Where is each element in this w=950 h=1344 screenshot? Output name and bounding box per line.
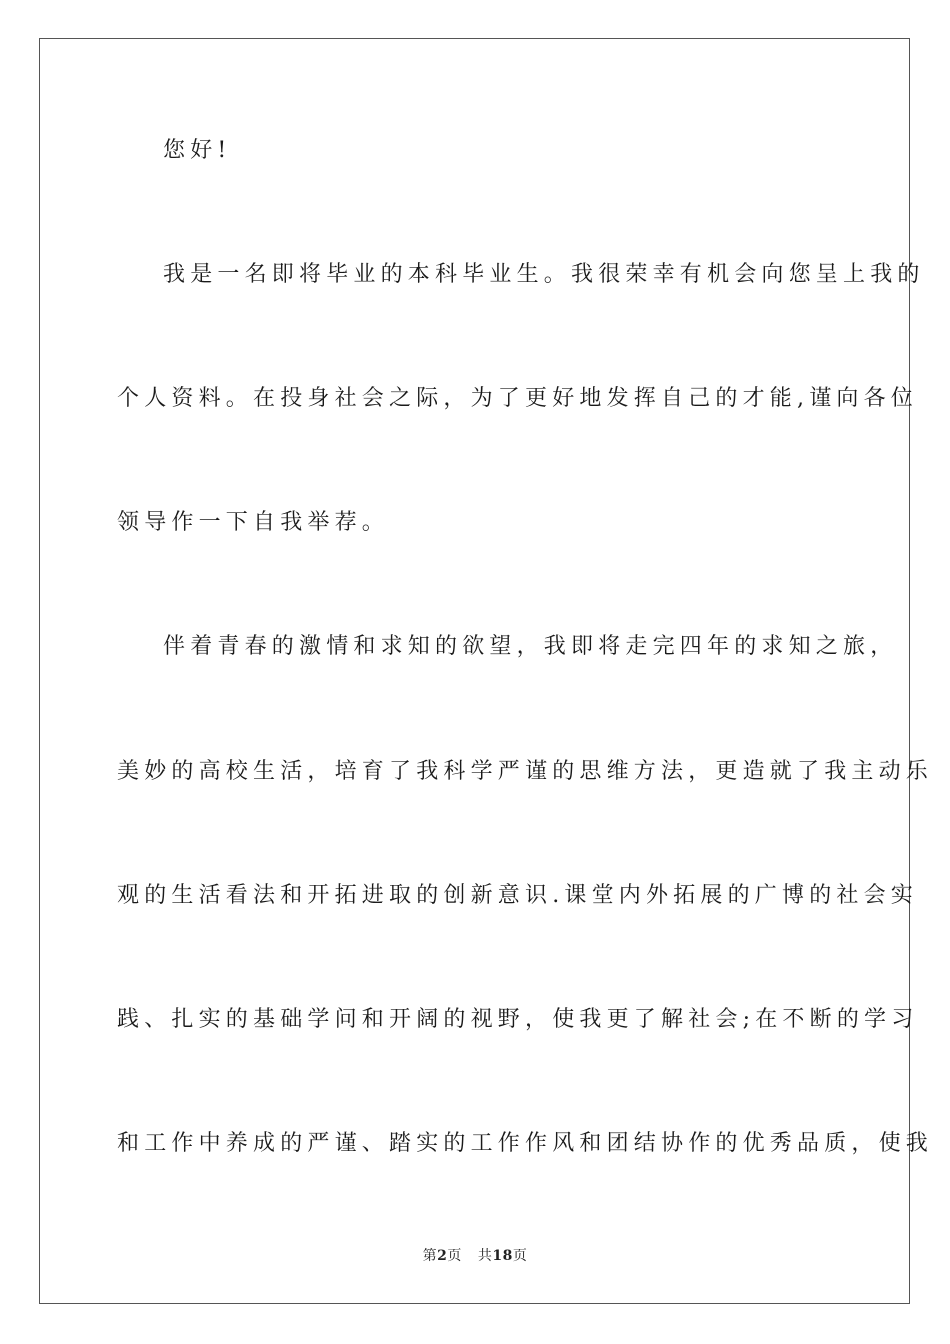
paragraph-line: 观的生活看法和开拓进取的创新意识.课堂内外拓展的广博的社会实 xyxy=(117,883,918,908)
paragraph-line: 领导作一下自我举荐。 xyxy=(117,510,390,535)
greeting: 您好! xyxy=(163,138,232,163)
total-prefix: 共 xyxy=(477,1248,493,1264)
total-suffix: 页 xyxy=(512,1248,528,1264)
paragraph-line: 美妙的高校生活，培育了我科学严谨的思维方法，更造就了我主动乐 xyxy=(117,759,934,784)
paragraph-line: 我是一名即将毕业的本科毕业生。我很荣幸有机会向您呈上我的 xyxy=(163,262,925,287)
paragraph-line: 个人资料。在投身社会之际，为了更好地发挥自己的才能,谨向各位 xyxy=(117,386,918,411)
page-suffix: 页 xyxy=(447,1248,462,1264)
page-prefix: 第 xyxy=(422,1248,438,1264)
page-total: 18 xyxy=(492,1248,513,1264)
page-footer xyxy=(0,1247,950,1265)
paragraph-line: 践、扎实的基础学问和开阔的视野，使我更了解社会;在不断的学习 xyxy=(117,1007,919,1032)
page-border xyxy=(39,38,934,1304)
paragraph-line: 和工作中养成的严谨、踏实的工作作风和团结协作的优秀品质，使我 xyxy=(117,1131,934,1156)
paragraph-line: 伴着青春的激情和求知的欲望，我即将走完四年的求知之旅， xyxy=(163,634,898,659)
page-current: 2 xyxy=(437,1248,448,1264)
